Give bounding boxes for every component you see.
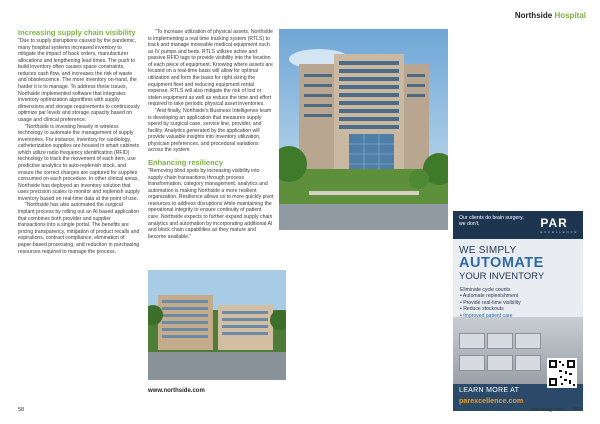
ad-headline-2: AUTOMATE [459, 255, 544, 271]
article-column-1 [18, 29, 140, 255]
par-excellence-advertisement[interactable] [453, 211, 583, 411]
page-number-right: 59 [573, 407, 580, 413]
ad-tagline: Our clients do brain surgery, we don't. [459, 215, 524, 228]
ad-headline-1: WE SIMPLY [459, 245, 517, 256]
qr-code-icon[interactable] [547, 358, 577, 388]
list-item: • Provide real-time visibility [460, 299, 521, 306]
list-item: • Reduce stockouts [460, 306, 504, 313]
paragraph: "Northside is investing heavily in wireless technology to automate the management of supply inventories. For instance, inventory for cardiology, catheterization supplies are housed in smart cabinets which utilize radio frequency identification (RFID) technology to track the movement of each item, use predictive analytics to auto-replenish stock, and ensure the correct charges are captured for supplies consumed on each procedure. In other clinical areas, Northside has deployed an inventory solution that uses precision scales to monitor and replenish supply inventory based on real-time data at the point of use. [18, 123, 140, 202]
hospital-aerial-photo [148, 270, 286, 380]
section-heading: Enhancing resiliency [148, 157, 224, 167]
paragraph: "Northside has also automated the surgical implant process by rolling out an AI based application that combines both provider and supplier transactions into a single portal. The benefits are pricing transparency, mitigation of product recalls and expirations, contract compliance, elimination of paper-based processing, and reduction in purchasing resources required to manage the process. [18, 202, 140, 255]
list-item: • Automate replenishment [460, 293, 519, 300]
page-number-left: 58 [18, 407, 25, 413]
hospital-building-photo [279, 29, 448, 230]
par-logo: PAR E X C E L L E N C E [540, 216, 577, 234]
footer-site: scw-mag.com [530, 407, 564, 413]
list-item: • Improved patient care [460, 312, 513, 319]
paragraph: "And finally, Northside's Business Intelligence team is developing an application that measures supply spend by surgical case, service line, provider, and facility. Analytics generated by the application will provide valuable insights into inventory utilization, physician preferences, and procedural variations across the system. [148, 107, 272, 154]
website-url[interactable]: www.northside.com [148, 388, 205, 394]
magazine-header-brand: Northside Hospital [514, 11, 586, 20]
ad-benefits-list [460, 287, 550, 319]
article-column-2 [148, 29, 274, 240]
ad-headline-3: YOUR INVENTORY [459, 271, 545, 282]
paragraph: "Due to supply disruptions caused by the pandemic, many hospital systems increased inventory to mitigate the impact of back orders, manufacturer allocations and lengthening lead times. The push to build inventory often causes space constraints, reduces cash flow, and increases the risk of waste and obsolescence. The more inventory on-hand, the harder it is to manage. To address these issues, Northside implemented software that integrates inventory optimization algorithms with supply dimensions and storage requirements to continuously optimize par levels and storage capacity based on usage and clinical preference. [18, 38, 140, 123]
list-item: Eliminate cycle counts [460, 287, 511, 293]
ad-website-link[interactable]: parexcellence.com [459, 396, 524, 405]
paragraph: "To increase utilization of physical assets, Northside is implementing a real time tracking system (RTLS) to track and manage moveable medical equipment such as IV pumps and beds. RTLS utilizes active and passive RFID tags to provide visibility into the location of each piece of equipment. Knowing where assets are located on a real-time basis will allow for optimal utilization and form the basis for right sizing the equipment fleet and reducing equipment rental expense. RTLS will also mitigate the risk of lost or stolen equipment as well as reduce the time and effort required to take periodic physical asset inventories. [148, 29, 273, 108]
section-heading: Increasing supply chain visibility [18, 28, 136, 37]
ad-learn-more: LEARN MORE AT [459, 387, 520, 394]
paragraph: "Removing blind spots by increasing visibility into supply chain transactions through process transformation, category management, analytics and automation is making Northside a more resilient organization. Resilience allows us to more quickly pivot resources to address disruptions while maintaining the operational integrity to ensure continuity of patient care. Northside expects to further expand supply chain analytics and automation by incorporating additional AI and block chain capabilities as they mature and become available." [148, 167, 274, 240]
